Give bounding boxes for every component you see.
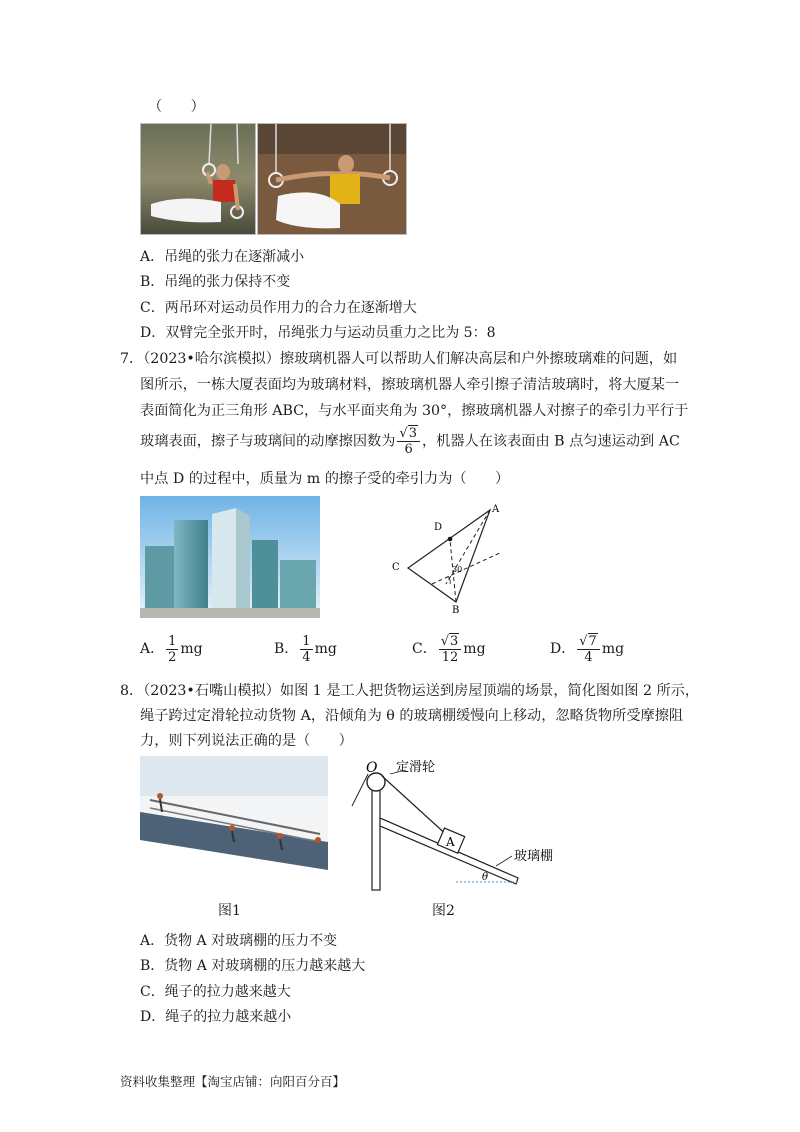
question-bracket: （ ） (148, 99, 205, 115)
q7-option-d-den: 4 (584, 649, 593, 665)
building-photo (140, 496, 320, 618)
post (372, 786, 380, 890)
label-pulley: 定滑轮 (396, 760, 436, 775)
gymnast-photo-2 (257, 123, 407, 235)
q8-option-c: C．绳子的拉力越来越大 (140, 984, 291, 1000)
q8-option-a: A．货物 A 对玻璃棚的压力不变 (140, 933, 338, 949)
q7-option-a-den: 2 (168, 649, 177, 665)
label-c: C (392, 562, 400, 573)
q7-line-2: 图所示，一栋大厦表面均为玻璃材料，擦玻璃机器人牵引擦子清洁玻璃时，将大厦某一 (140, 377, 680, 393)
label-a: A (492, 504, 500, 515)
q7-line-3: 表面简化为正三角形 ABC，与水平面夹角为 30°，擦玻璃机器人对擦子的牵引力平行于 (140, 403, 689, 419)
label-shed: 玻璃棚 (514, 849, 554, 864)
q7-option-a (140, 632, 203, 666)
mu-denominator: 6 (404, 442, 413, 457)
triangle-abc (408, 510, 490, 602)
label-b: B (452, 605, 460, 616)
label-cargo-a: A (446, 835, 455, 849)
q7-line-4-tail: ，机器人在该表面由 B 点匀速运动到 AC (421, 433, 680, 450)
triangle-abc-diagram (388, 496, 508, 618)
workers-roof-photo (140, 756, 328, 886)
q6-option-d: D．双臂完全张开时，吊绳张力与运动员重力之比为 5：8 (140, 325, 496, 341)
q7-option-c-unit: mg (463, 641, 486, 657)
q7-option-c: C． $\frac{√3}{12}$ mg (412, 633, 486, 665)
pulley-incline-diagram (348, 756, 598, 896)
q8-option-b: B．货物 A 对玻璃棚的压力越来越大 (140, 958, 366, 974)
q8-option-d: D．绳子的拉力越来越小 (140, 1009, 292, 1025)
label-o: O (366, 760, 378, 776)
q7-option-d: D． $\frac{√7}{4}$ mg (550, 633, 625, 665)
q7-line-4-text: 玻璃表面，擦子与玻璃间的动摩擦因数为 (140, 433, 396, 450)
q7-option-a-letter: A． (140, 641, 165, 657)
q8-line-2: 绳子跨过定滑轮拉动货物 A，沿倾角为 θ 的玻璃棚缓慢向上移动，忽略货物所受摩擦阻 (140, 708, 684, 724)
angle-label: 30 (452, 565, 463, 574)
fig2-caption: 图2 (432, 903, 455, 919)
q7-line-5: 中点 D 的过程中，质量为 m 的擦子受的牵引力为（ ） (140, 471, 510, 487)
q7-option-a-num: 1 (168, 633, 177, 649)
horizontal-line (432, 552, 502, 584)
support-line (352, 774, 368, 806)
label-d: D (434, 522, 443, 533)
q6-option-c: C．两吊环对运动员作用力的合力在逐渐增大 (140, 300, 417, 316)
footer-text: 资料收集整理【淘宝店铺：向阳百分百】 (120, 1074, 346, 1089)
shed-leader (496, 856, 512, 866)
q7-option-d-letter: D． (550, 641, 576, 657)
q7-option-b-unit: mg (314, 641, 337, 657)
q7-option-b-num: 1 (302, 633, 311, 649)
q8-line-3: 力，则下列说法正确的是（ ） (140, 733, 353, 749)
q8-line-1: 8．（2023•石嘴山模拟）如图 1 是工人把货物运送到房屋顶端的场景，简化图如图 2 所示， (120, 683, 700, 699)
q6-option-b: B．吊绳的张力保持不变 (140, 274, 291, 290)
q7-option-b-den: 4 (302, 649, 311, 665)
gymnast-photo-1 (140, 123, 256, 235)
q7-option-a-unit: mg (180, 641, 203, 657)
q7-option-c-den: 12 (441, 649, 459, 665)
q7-option-c-letter: C． (412, 641, 437, 657)
q7-option-b (274, 632, 337, 666)
q7-option-b-letter: B． (274, 641, 299, 657)
friction-coefficient: $\frac{√3}{6}$ (397, 426, 420, 457)
label-theta: θ (482, 872, 489, 883)
mu-numerator: 3 (408, 426, 417, 441)
q7-line-4 (140, 426, 680, 457)
q6-option-a: A．吊绳的张力在逐渐减小 (140, 249, 305, 265)
glass-shed (380, 818, 518, 884)
q7-option-d-num: 7 (588, 633, 597, 649)
fig1-caption: 图1 (218, 903, 241, 919)
q7-option-d-unit: mg (601, 641, 625, 657)
q7-line-1: 7．（2023•哈尔滨模拟）擦玻璃机器人可以帮助人们解决高层和户外擦玻璃难的问题，如 (120, 351, 678, 367)
q7-option-c-num: 3 (450, 633, 459, 649)
point-d (448, 537, 453, 542)
